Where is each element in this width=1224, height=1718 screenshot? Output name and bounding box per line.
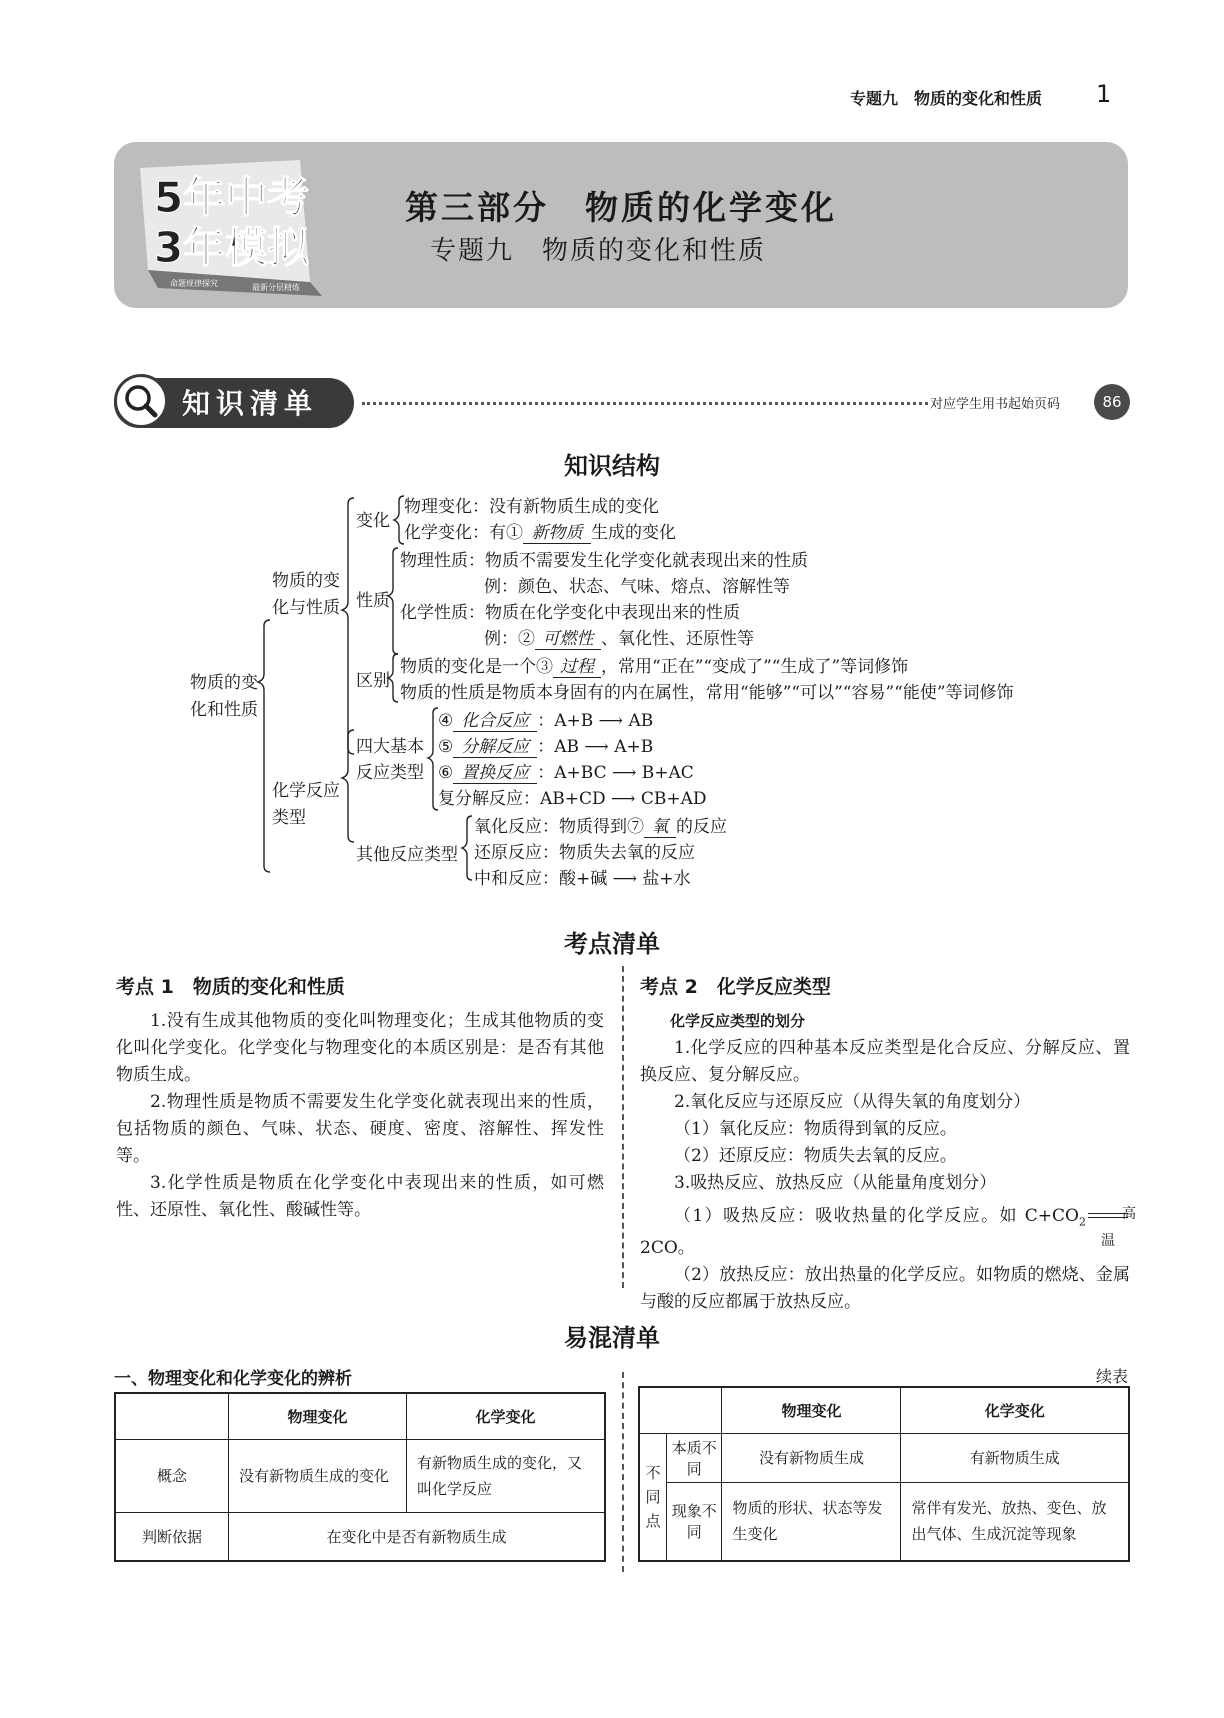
- table2-row-essence-label: 本质不同: [667, 1434, 722, 1483]
- tree-reaction-5: ⑤ 分解反应 ：AB ⟶ A+B: [438, 732, 653, 758]
- knowledge-list-label: 知识清单: [182, 387, 319, 420]
- page-number: 1: [1096, 80, 1112, 108]
- logo-line2: 3年模拟: [154, 223, 310, 272]
- knowledge-structure-heading: 知识结构: [564, 452, 660, 480]
- tree-node-property: 性质: [356, 591, 390, 611]
- confusion-subheading: 一、物理变化和化学变化的辨析: [114, 1369, 352, 1389]
- exam-point-2-p2a: （1）氧化反应：物质得到氧的反应。: [674, 1119, 957, 1139]
- table1-concept-chemical: 有新物质生成的变化，又叫化学反应: [407, 1440, 606, 1513]
- logo-line1: 5年中考: [154, 173, 310, 222]
- exam-points-heading: 考点清单: [564, 930, 660, 958]
- header-topic: 专题九: [850, 89, 899, 108]
- comparison-table-2: [638, 1386, 1130, 1562]
- tree-node-reaction-types: 化学反应 类型: [272, 781, 340, 828]
- table1-header-chemical: 化学变化: [407, 1393, 606, 1440]
- exam-point-1-p2: 2.物理性质是物质不需要发生化学变化就表现出来的性质，包括物质的颜色、气味、状态、硬度、密度、溶解性、挥发性等。: [116, 1092, 604, 1166]
- header-topic-name: 物质的变化和性质: [914, 89, 1043, 108]
- exam-point-2-p2b: （2）还原反应：物质失去氧的反应。: [674, 1146, 957, 1166]
- tree-physical-property-example: 例：颜色、状态、气味、熔点、溶解性等: [484, 577, 790, 597]
- blank-2: 可燃性: [535, 624, 601, 650]
- blank-5: 分解反应: [453, 732, 537, 758]
- tree-physical-property: 物理性质：物质不需要发生化学变化就表现出来的性质: [400, 551, 808, 571]
- topic-title: 专题九 物质的变化和性质: [430, 236, 767, 266]
- exam-point-2-p2: 2.氧化反应与还原反应（从得失氧的角度划分）: [674, 1092, 1031, 1112]
- student-book-page-badge: 86: [1094, 384, 1130, 420]
- confusion-list-heading: 易混清单: [564, 1324, 660, 1352]
- tree-node-change: 变化: [356, 511, 390, 531]
- blank-6: 置换反应: [453, 758, 537, 784]
- logo-tag2: 最新分层精炼: [252, 283, 300, 292]
- blank-7: 氧: [644, 812, 676, 838]
- table2-corner: [639, 1387, 722, 1434]
- exam-point-2-body: [640, 1008, 1136, 1316]
- tree-root: 物质的变 化和性质: [190, 673, 258, 720]
- table1-row-concept-label: 概念: [115, 1440, 229, 1513]
- table2-header-chemical: 化学变化: [901, 1387, 1129, 1434]
- tree-distinguish-2: 物质的性质是物质本身固有的内在属性，常用“能够”“可以”“容易”“能使”等词修饰: [400, 683, 1014, 703]
- tree-oxidation: 氧化反应：物质得到⑦ 氧 的反应: [474, 812, 727, 838]
- exam-point-2-subtitle: 化学反应类型的划分: [670, 1012, 806, 1030]
- tree-chemical-change: 化学变化：有① 新物质 生成的变化: [404, 518, 676, 544]
- table1-row-basis-label: 判断依据: [115, 1512, 229, 1561]
- column-divider-2: [622, 1372, 624, 1572]
- exam-point-1-p1: 1.没有生成其他物质的变化叫物理变化；生成其他物质的变化叫化学变化。化学变化与物理变化的本质区别是：是否有其他物质生成。: [116, 1011, 604, 1085]
- student-book-ref: 对应学生用书起始页码: [930, 397, 1061, 412]
- continued-table-label: 续表: [1096, 1367, 1129, 1386]
- tree-reaction-double-decomposition: 复分解反应：AB+CD ⟶ CB+AD: [438, 789, 707, 809]
- exam-point-2-title: 考点 2 化学反应类型: [640, 976, 831, 998]
- tree-node-four-basic-1: 四大基本: [356, 737, 424, 757]
- tree-node-four-basic-2: 反应类型: [356, 763, 424, 783]
- tree-node-distinguish: 区别: [356, 671, 390, 691]
- table2-essence-chemical: 有新物质生成: [901, 1434, 1129, 1483]
- tree-chemical-property: 化学性质：物质在化学变化中表现出来的性质: [400, 603, 740, 623]
- exam-point-2-p3a: （1）吸热反应：吸收热量的化学反应。如 $C+CO_2$ 高温 2CO。: [640, 1206, 1136, 1259]
- tree-node-change-property: 物质的变 化与性质: [272, 571, 340, 618]
- tree-reduction: 还原反应：物质失去氧的反应: [474, 843, 695, 863]
- tree-distinguish-1: 物质的变化是一个③ 过程 ，常用“正在”“变成了”“生成了”等词修饰: [400, 652, 908, 678]
- table2-header-physical: 物理变化: [722, 1387, 901, 1434]
- tree-chemical-property-example: 例：② 可燃性 、氧化性、还原性等: [484, 624, 754, 650]
- table2-essence-physical: 没有新物质生成: [722, 1434, 901, 1483]
- exam-point-2-p3b: （2）放热反应：放出热量的化学反应。如物质的燃烧、金属与酸的反应都属于放热反应。: [640, 1265, 1130, 1313]
- exam-point-1-title: 考点 1 物质的变化和性质: [116, 976, 345, 998]
- blank-1: 新物质: [523, 518, 591, 544]
- table2-phenomenon-chemical: 常伴有发光、放热、变色、放出气体、生成沉淀等现象: [901, 1482, 1129, 1561]
- blank-4: 化合反应: [453, 706, 537, 732]
- tree-node-other-types: 其他反应类型: [356, 845, 458, 865]
- table2-group-label: 不 同 点: [639, 1434, 667, 1561]
- comparison-table-1: [114, 1392, 606, 1562]
- exam-point-1-body: [116, 1008, 604, 1224]
- tree-reaction-4: ④ 化合反应 ：A+B ⟶ AB: [438, 706, 653, 732]
- table2-row-phenomenon-label: 现象不同: [667, 1482, 722, 1561]
- table2-phenomenon-physical: 物质的形状、状态等发生变化: [722, 1482, 901, 1561]
- tree-neutralization: 中和反应：酸+碱 ⟶ 盐+水: [474, 869, 691, 889]
- tree-reaction-6: ⑥ 置换反应 ：A+BC ⟶ B+AC: [438, 758, 694, 784]
- table1-basis-value: 在变化中是否有新物质生成: [229, 1512, 606, 1561]
- part-title: 第三部分 物质的化学变化: [405, 188, 837, 227]
- table1-concept-physical: 没有新物质生成的变化: [229, 1440, 407, 1513]
- exam-point-2-p1: 1.化学反应的四种基本反应类型是化合反应、分解反应、置换反应、复分解反应。: [640, 1038, 1130, 1085]
- tree-physical-change: 物理变化：没有新物质生成的变化: [404, 497, 659, 517]
- exam-point-1-p3: 3.化学性质是物质在化学变化中表现出来的性质，如可燃性、还原性、氧化性、酸碱性等。: [116, 1173, 604, 1220]
- blank-3: 过程: [553, 652, 601, 678]
- column-divider: [622, 966, 624, 1288]
- exam-point-2-p3: 3.吸热反应、放热反应（从能量角度划分）: [674, 1173, 997, 1193]
- table1-header-physical: 物理变化: [229, 1393, 407, 1440]
- table1-corner: [115, 1393, 229, 1440]
- logo-tag1: 命题规律探究: [170, 279, 218, 288]
